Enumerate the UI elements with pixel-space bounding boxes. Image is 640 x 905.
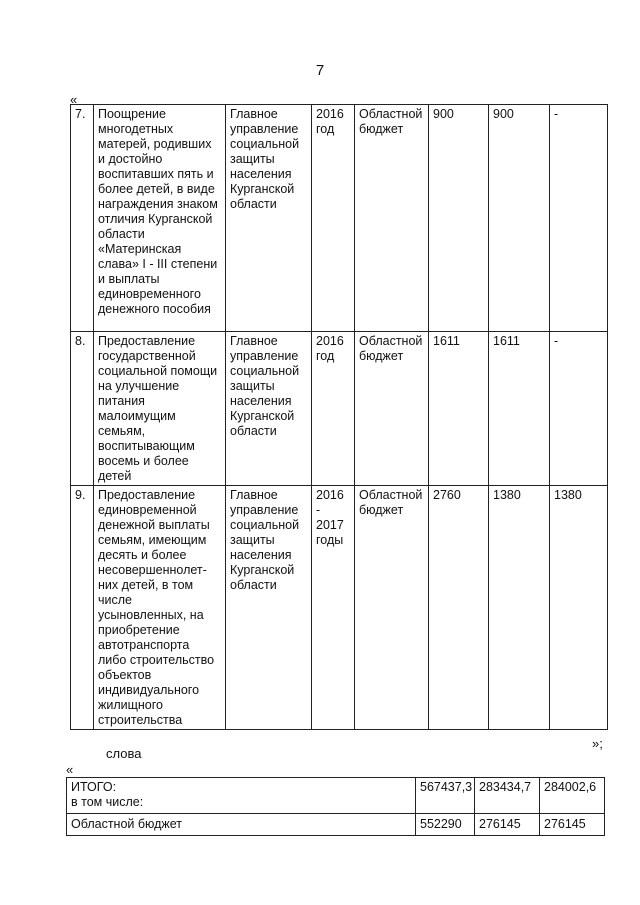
table-row	[71, 332, 608, 486]
amount-2016: 900	[489, 105, 550, 332]
totals-label-line1: ИТОГО:	[71, 780, 117, 794]
total-amount: 900	[429, 105, 489, 332]
amount-2016: 1380	[489, 486, 550, 730]
table-row	[67, 778, 605, 814]
open-quote-2: «	[66, 762, 74, 777]
budget-total: 552290	[416, 814, 475, 836]
period: 2016 - 2017 годы	[312, 486, 355, 730]
totals-label	[67, 778, 416, 814]
total-amount: 2760	[429, 486, 489, 730]
page-number: 7	[315, 62, 325, 79]
totals-2017: 284002,6	[540, 778, 605, 814]
amount-2017: 1380	[550, 486, 608, 730]
budget-2017: 276145	[540, 814, 605, 836]
amount-2017: -	[550, 332, 608, 486]
total-amount: 1611	[429, 332, 489, 486]
totals-2016: 283434,7	[475, 778, 540, 814]
executor: Главное управление социальной защиты населения Курганской области	[226, 105, 312, 332]
budget-label: Областной бюджет	[67, 814, 416, 836]
measure-description: Предоставление государственной социальной помощи на улучшение питания малоимущим семьям, воспитывающим восемь и более детей	[94, 332, 226, 486]
period: 2016 год	[312, 332, 355, 486]
word-slova: слова	[106, 746, 142, 761]
amount-2016: 1611	[489, 332, 550, 486]
funding-source: Областной бюджет	[355, 486, 429, 730]
funding-source: Областной бюджет	[355, 332, 429, 486]
measures-table	[70, 104, 608, 730]
totals-table	[66, 777, 605, 836]
executor: Главное управление социальной защиты населения Курганской области	[226, 332, 312, 486]
open-quote: «	[70, 92, 78, 107]
table-row	[67, 814, 605, 836]
totals-total: 567437,3	[416, 778, 475, 814]
totals-label-line2: в том числе:	[71, 795, 144, 809]
close-quote: »;	[592, 736, 603, 751]
measure-description: Поощрение многодетных матерей, родивших и достойно воспитавших пять и более детей, в виде награждения знаком отличия Курганской области «Материнская слава» I - III степени и выплаты единовременного денежного пособия	[94, 105, 226, 332]
measure-description: Предоставление единовременной денежной выплаты семьям, имеющим десять и более несовершеннолет-них детей, в том числе усыновленных, на приобретение автотранспорта либо строительство объектов индивидуального жилищного строительства	[94, 486, 226, 730]
row-number: 7.	[71, 105, 94, 332]
amount-2017: -	[550, 105, 608, 332]
executor: Главное управление социальной защиты населения Курганской области	[226, 486, 312, 730]
row-number: 9.	[71, 486, 94, 730]
period: 2016 год	[312, 105, 355, 332]
budget-2016: 276145	[475, 814, 540, 836]
table-row	[71, 486, 608, 730]
row-number: 8.	[71, 332, 94, 486]
funding-source: Областной бюджет	[355, 105, 429, 332]
table-row	[71, 105, 608, 332]
